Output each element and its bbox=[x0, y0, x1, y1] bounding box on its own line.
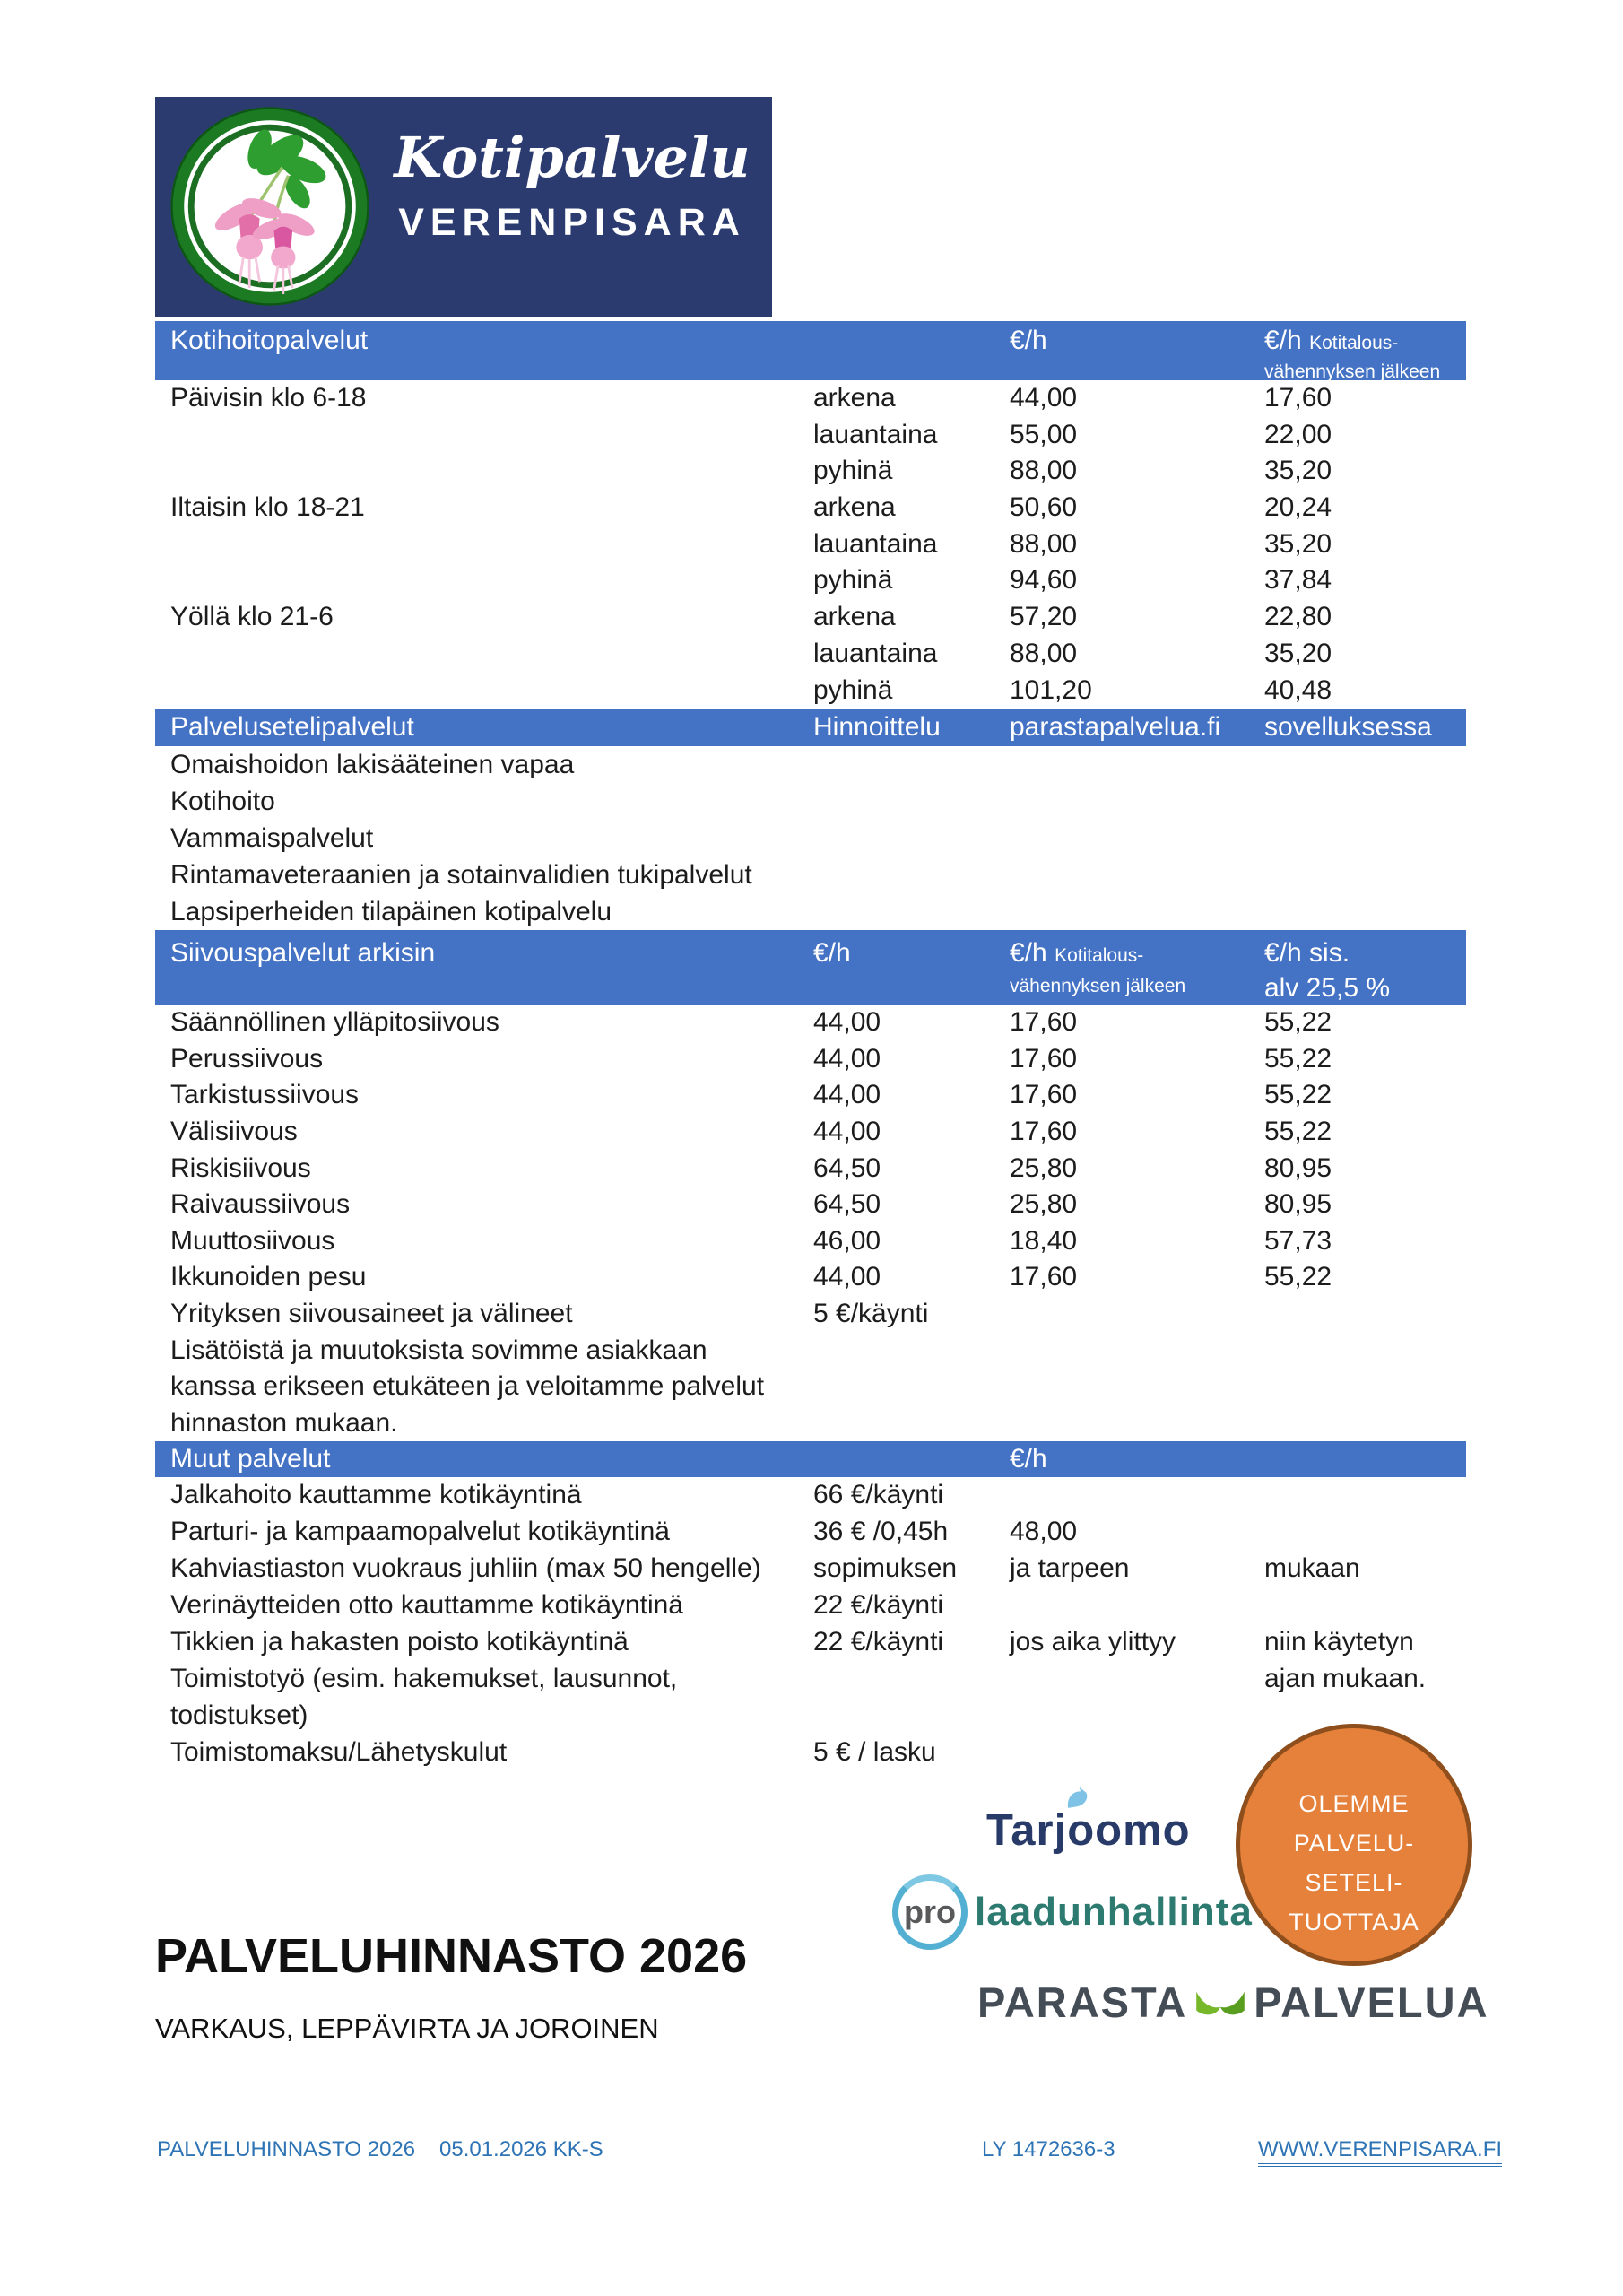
table-row bbox=[155, 1004, 1466, 1041]
table-row bbox=[155, 490, 1466, 526]
column-header-eur-per-hour: €/h bbox=[1010, 1444, 1047, 1474]
badge-line: OLEMME bbox=[1298, 1790, 1410, 1817]
table-cell: 80,95 bbox=[1264, 1189, 1332, 1220]
table-cell: 55,00 bbox=[1010, 419, 1078, 449]
table-cell: 17,60 bbox=[1010, 1116, 1078, 1146]
table-cell bbox=[813, 746, 1010, 783]
table-cell: Verinäytteiden otto kauttamme kotikäyntinä bbox=[170, 1589, 683, 1620]
table-row bbox=[155, 1259, 1466, 1296]
table-cell: Lisätöistä ja muutoksista sovimme asiakkaan bbox=[170, 1335, 707, 1365]
table-cell: mukaan bbox=[1264, 1553, 1360, 1584]
price-table bbox=[155, 321, 1466, 1770]
table-cell: todistukset) bbox=[170, 1700, 308, 1730]
table-cell: Vammaispalvelut bbox=[170, 823, 374, 854]
table-cell bbox=[813, 820, 1010, 857]
table-cell: 20,24 bbox=[1264, 492, 1332, 523]
table-cell: 17,60 bbox=[1010, 1080, 1078, 1110]
table-cell bbox=[155, 526, 813, 563]
table-cell: Riskisiivous bbox=[170, 1152, 311, 1183]
table-cell bbox=[1264, 1296, 1466, 1333]
table-cell: Toimistomaksu/Lähetyskulut bbox=[170, 1736, 508, 1767]
table-cell: jos aika ylittyy bbox=[1010, 1626, 1176, 1657]
table-row bbox=[155, 1151, 1466, 1187]
table-cell bbox=[1010, 1477, 1264, 1514]
table-cell bbox=[1010, 1698, 1264, 1735]
section-title: Muut palvelut bbox=[170, 1444, 331, 1474]
section-title: Kotihoitopalvelut bbox=[170, 326, 369, 355]
table-cell bbox=[813, 857, 1010, 893]
palveluseteli-rows bbox=[155, 746, 1466, 930]
company-logo-box bbox=[155, 97, 772, 317]
table-cell bbox=[813, 893, 1010, 930]
column-header-incl-vat: €/h sis. alv 25,5 % bbox=[1264, 938, 1391, 1004]
table-cell: 22 €/käynti bbox=[813, 1589, 944, 1620]
badge-line: TUOTTAJA bbox=[1289, 1909, 1419, 1935]
column-header-after-deduction: €/h Kotitalous- vähennyksen jälkeen bbox=[1264, 326, 1441, 382]
parasta-word: PARASTA bbox=[977, 1979, 1188, 2026]
table-cell bbox=[1010, 820, 1264, 857]
table-cell: 55,22 bbox=[1264, 1080, 1332, 1110]
table-row bbox=[155, 380, 1466, 417]
table-cell: 94,60 bbox=[1010, 565, 1078, 596]
footer-doc-name: PALVELUHINNASTO 2026 bbox=[157, 2137, 416, 2161]
table-cell bbox=[813, 1698, 1010, 1735]
table-cell: Muuttosiivous bbox=[170, 1225, 335, 1256]
table-row bbox=[155, 1296, 1466, 1333]
table-row bbox=[155, 1041, 1466, 1078]
table-row bbox=[155, 417, 1466, 454]
table-cell: 5 € / lasku bbox=[813, 1736, 936, 1767]
table-cell: 88,00 bbox=[1010, 638, 1078, 668]
table-cell bbox=[1010, 1333, 1264, 1370]
table-cell: 80,95 bbox=[1264, 1152, 1332, 1183]
table-cell: Säännöllinen ylläpitosiivous bbox=[170, 1007, 499, 1038]
table-row bbox=[155, 1333, 1466, 1370]
table-cell bbox=[1010, 893, 1264, 930]
table-cell bbox=[1010, 1405, 1264, 1442]
table-row bbox=[155, 746, 1466, 783]
footer-date: 05.01.2026 KK-S bbox=[439, 2137, 603, 2161]
fuchsia-flower-logo-icon bbox=[168, 104, 372, 309]
table-row bbox=[155, 526, 1466, 563]
table-cell bbox=[1264, 1369, 1466, 1405]
table-cell: lauantaina bbox=[813, 638, 938, 668]
table-cell: 44,00 bbox=[813, 1043, 881, 1074]
table-cell bbox=[155, 636, 813, 673]
table-cell: Tikkien ja hakasten poisto kotikäyntinä bbox=[170, 1626, 629, 1657]
table-cell: 55,22 bbox=[1264, 1007, 1332, 1038]
service-voucher-provider-badge bbox=[1236, 1724, 1472, 1966]
table-cell: Jalkahoito kauttamme kotikäyntinä bbox=[170, 1480, 582, 1510]
table-cell: Iltaisin klo 18-21 bbox=[170, 492, 365, 523]
table-cell: pyhinä bbox=[813, 674, 893, 705]
table-cell: 55,22 bbox=[1264, 1116, 1332, 1146]
table-row bbox=[155, 783, 1466, 820]
table-cell: Parturi- ja kampaamopalvelut kotikäyntinä bbox=[170, 1517, 670, 1547]
table-cell: lauantaina bbox=[813, 419, 938, 449]
table-row bbox=[155, 673, 1466, 709]
table-cell bbox=[1010, 783, 1264, 820]
table-cell: lauantaina bbox=[813, 528, 938, 559]
table-cell: ajan mukaan. bbox=[1264, 1663, 1427, 1693]
table-row bbox=[155, 820, 1466, 857]
pro-ring-icon: pro bbox=[892, 1874, 968, 1950]
table-cell bbox=[1264, 857, 1466, 893]
green-hands-icon bbox=[1193, 1983, 1248, 2022]
footer-website-link[interactable]: WWW.VERENPISARA.FI bbox=[1258, 2137, 1502, 2167]
table-row bbox=[155, 1624, 1466, 1661]
table-cell bbox=[1264, 783, 1466, 820]
bird-icon bbox=[1063, 1786, 1092, 1811]
table-cell: 64,50 bbox=[813, 1152, 881, 1183]
table-cell bbox=[813, 1333, 1010, 1370]
table-cell: 17,60 bbox=[1010, 1262, 1078, 1292]
table-row bbox=[155, 562, 1466, 599]
table-cell: Rintamaveteraanien ja sotainvalidien tukipalvelut bbox=[170, 860, 752, 891]
table-cell: 88,00 bbox=[1010, 528, 1078, 559]
table-cell: Yrityksen siivousaineet ja välineet bbox=[170, 1298, 573, 1328]
logo-name-script: Kotipalvelu bbox=[394, 125, 751, 190]
table-row bbox=[155, 1514, 1466, 1551]
table-cell: 37,84 bbox=[1264, 565, 1332, 596]
table-cell bbox=[1010, 1587, 1264, 1624]
table-cell bbox=[1010, 1369, 1264, 1405]
table-cell: 101,20 bbox=[1010, 674, 1092, 705]
table-cell: 25,80 bbox=[1010, 1189, 1078, 1220]
muut-rows bbox=[155, 1477, 1466, 1770]
column-header-after-deduction: €/h Kotitalous- vähennyksen jälkeen bbox=[1010, 938, 1186, 997]
page-title: PALVELUHINNASTO 2026 bbox=[155, 1929, 748, 1983]
table-cell: 44,00 bbox=[813, 1262, 881, 1292]
table-cell: 46,00 bbox=[813, 1225, 881, 1256]
table-cell bbox=[1010, 857, 1264, 893]
table-cell bbox=[1264, 820, 1466, 857]
table-cell: 22 €/käynti bbox=[813, 1626, 944, 1657]
table-cell: pyhinä bbox=[813, 456, 893, 486]
table-row bbox=[155, 453, 1466, 490]
table-cell: Kahviastiaston vuokraus juhliin (max 50 hengelle) bbox=[170, 1553, 761, 1584]
table-cell bbox=[1264, 893, 1466, 930]
table-cell bbox=[1010, 1296, 1264, 1333]
table-cell bbox=[1264, 1333, 1466, 1370]
table-cell: 17,60 bbox=[1010, 1007, 1078, 1038]
table-cell bbox=[813, 783, 1010, 820]
column-header-in-app: sovelluksessa bbox=[1264, 712, 1432, 743]
table-row bbox=[155, 857, 1466, 893]
table-cell: 35,20 bbox=[1264, 456, 1332, 486]
table-row bbox=[155, 1187, 1466, 1223]
table-cell: 55,22 bbox=[1264, 1043, 1332, 1074]
siivous-rows bbox=[155, 1004, 1466, 1441]
table-cell: pyhinä bbox=[813, 565, 893, 596]
table-row bbox=[155, 893, 1466, 930]
footer-business-id: LY 1472636-3 bbox=[982, 2137, 1115, 2161]
table-cell: 88,00 bbox=[1010, 456, 1078, 486]
table-cell: 18,40 bbox=[1010, 1225, 1078, 1256]
table-cell bbox=[155, 562, 813, 599]
section-header-muut-palvelut bbox=[155, 1441, 1466, 1477]
table-cell: hinnaston mukaan. bbox=[170, 1407, 398, 1438]
table-cell: 44,00 bbox=[813, 1116, 881, 1146]
table-cell bbox=[155, 417, 813, 454]
page-footer bbox=[0, 2137, 1623, 2164]
page-subtitle: VARKAUS, LEPPÄVIRTA JA JOROINEN bbox=[155, 2013, 659, 2044]
table-row bbox=[155, 1477, 1466, 1514]
table-row bbox=[155, 1551, 1466, 1587]
palvelua-word: PALVELUA bbox=[1254, 1979, 1489, 2026]
section-header-palvelusetelipalvelut bbox=[155, 709, 1466, 746]
table-row bbox=[155, 599, 1466, 636]
table-cell: 40,48 bbox=[1264, 674, 1332, 705]
table-cell: Välisiivous bbox=[170, 1116, 298, 1146]
column-header-parastapalvelua-fi: parastapalvelua.fi bbox=[1010, 712, 1221, 743]
table-cell: 36 € /0,45h bbox=[813, 1517, 949, 1547]
pro-laadunhallinta-logo bbox=[892, 1874, 1253, 1950]
table-cell: ja tarpeen bbox=[1010, 1553, 1130, 1584]
table-cell: arkena bbox=[813, 602, 896, 632]
table-cell bbox=[155, 453, 813, 490]
table-row bbox=[155, 1077, 1466, 1114]
section-header-kotihoitopalvelut bbox=[155, 321, 1466, 380]
table-cell: Omaishoidon lakisääteinen vapaa bbox=[170, 750, 575, 780]
table-row bbox=[155, 1114, 1466, 1151]
table-cell: 50,60 bbox=[1010, 492, 1078, 523]
table-cell bbox=[1264, 1477, 1466, 1514]
section-title: Palvelusetelipalvelut bbox=[170, 712, 414, 743]
table-cell bbox=[1010, 746, 1264, 783]
table-cell: 17,60 bbox=[1264, 383, 1332, 413]
badge-line: PALVELU- bbox=[1293, 1830, 1415, 1857]
column-header-eur-per-hour: €/h bbox=[813, 938, 851, 969]
table-row bbox=[155, 1223, 1466, 1260]
table-row bbox=[155, 1698, 1466, 1735]
table-cell: Tarkistussiivous bbox=[170, 1080, 360, 1110]
table-cell bbox=[155, 673, 813, 709]
kotihoito-rows bbox=[155, 380, 1466, 709]
table-cell: 25,80 bbox=[1010, 1152, 1078, 1183]
table-cell: 64,50 bbox=[813, 1189, 881, 1220]
table-cell: 57,73 bbox=[1264, 1225, 1332, 1256]
logo-name-caps: VERENPISARA bbox=[398, 201, 746, 244]
table-cell bbox=[813, 1369, 1010, 1405]
table-cell: Raivaussiivous bbox=[170, 1189, 351, 1220]
column-header-pricing: Hinnoittelu bbox=[813, 712, 941, 743]
table-cell: kanssa erikseen etukäteen ja veloitamme palvelut bbox=[170, 1371, 765, 1402]
table-cell bbox=[1010, 1661, 1264, 1698]
table-cell: 44,00 bbox=[1010, 383, 1078, 413]
table-cell: 66 €/käynti bbox=[813, 1480, 944, 1510]
table-cell: 35,20 bbox=[1264, 638, 1332, 668]
table-cell: 44,00 bbox=[813, 1080, 881, 1110]
table-cell bbox=[1264, 1514, 1466, 1551]
table-cell bbox=[1264, 1405, 1466, 1442]
parasta-palvelua-logo bbox=[977, 1978, 1489, 2027]
table-cell: Ikkunoiden pesu bbox=[170, 1262, 367, 1292]
laadunhallinta-wordmark: laadunhallinta bbox=[975, 1890, 1253, 1934]
table-cell: 48,00 bbox=[1010, 1517, 1078, 1547]
table-cell bbox=[1264, 1587, 1466, 1624]
table-cell: 44,00 bbox=[813, 1007, 881, 1038]
table-cell: Yöllä klo 21-6 bbox=[170, 602, 334, 632]
table-cell bbox=[1264, 746, 1466, 783]
table-cell bbox=[813, 1405, 1010, 1442]
section-header-siivouspalvelut bbox=[155, 930, 1466, 1004]
table-cell: arkena bbox=[813, 492, 896, 523]
table-cell: niin käytetyn bbox=[1264, 1626, 1414, 1657]
table-cell: sopimuksen bbox=[813, 1553, 958, 1584]
table-cell: 35,20 bbox=[1264, 528, 1332, 559]
table-cell bbox=[1010, 1735, 1264, 1771]
table-row bbox=[155, 1587, 1466, 1624]
table-cell: Lapsiperheiden tilapäinen kotipalvelu bbox=[170, 897, 612, 927]
table-row bbox=[155, 1405, 1466, 1442]
table-cell: 55,22 bbox=[1264, 1262, 1332, 1292]
column-header-eur-per-hour: €/h bbox=[1010, 326, 1047, 355]
table-row bbox=[155, 1369, 1466, 1405]
table-row bbox=[155, 1661, 1466, 1698]
table-cell: 22,00 bbox=[1264, 419, 1332, 449]
table-cell: 17,60 bbox=[1010, 1043, 1078, 1074]
table-cell bbox=[813, 1661, 1010, 1698]
table-cell: arkena bbox=[813, 383, 896, 413]
table-cell: Perussiivous bbox=[170, 1043, 324, 1074]
tarjoomo-wordmark: Tarjoomo bbox=[986, 1806, 1191, 1855]
table-cell: Toimistotyö (esim. hakemukset, lausunnot, bbox=[170, 1663, 678, 1693]
badge-line: SETELI- bbox=[1305, 1869, 1403, 1896]
table-cell: 57,20 bbox=[1010, 602, 1078, 632]
tarjoomo-logo bbox=[986, 1805, 1191, 1856]
section-title: Siivouspalvelut arkisin bbox=[170, 938, 436, 969]
table-cell: Päivisin klo 6-18 bbox=[170, 383, 367, 413]
table-cell: 22,80 bbox=[1264, 602, 1332, 632]
table-cell: Kotihoito bbox=[170, 787, 275, 817]
table-row bbox=[155, 636, 1466, 673]
table-cell: 5 €/käynti bbox=[813, 1298, 929, 1328]
